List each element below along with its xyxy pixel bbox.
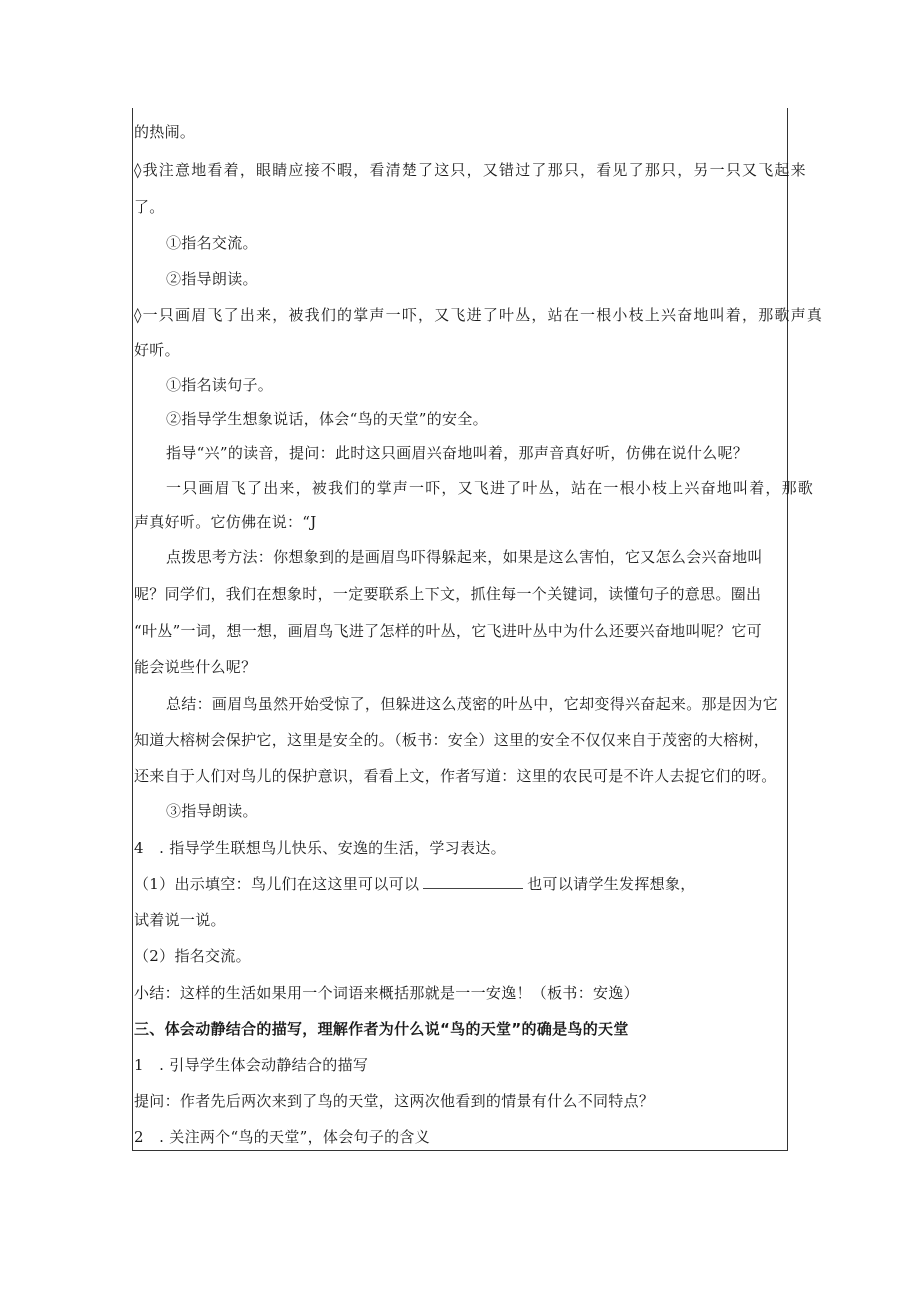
text-line: 指导“兴”的读音，提问：此时这只画眉兴奋地叫着，那声音真好听，仿佛在说什么呢？ [166, 444, 749, 462]
fill-in-blank [423, 874, 523, 889]
text-line: 的热闹。 [134, 123, 196, 141]
numbered-item: 2 . 关注两个“鸟的天堂”，体会句子的含义 [134, 1128, 431, 1146]
text-line: （2）指名交流。 [134, 947, 251, 965]
text-line: 小结：这样的生活如果用一个词语来概括那就是一一安逸！（板书：安逸） [134, 984, 639, 1002]
section-heading: 三、体会动静结合的描写，理解作者为什么说“鸟的天堂”的确是鸟的天堂 [134, 1020, 629, 1038]
fill-in-prompt: （1）出示填空：鸟儿们在这这里可以可以 [134, 875, 420, 893]
text-line: 点拨思考方法：你想象到的是画眉鸟吓得躲起来，如果是这么害怕，它又怎么会兴奋地叫 [166, 548, 763, 566]
text-line: ◊一只画眉飞了出来，被我们的掌声一吓，又飞进了叶丛，站在一根小枝上兴奋地叫着，那歌声真 [134, 306, 824, 324]
text-line: ◊我注意地看着，眼睛应接不暇，看清楚了这只，又错过了那只，看见了那只，另一只又飞起来 [134, 161, 807, 179]
numbered-item: 4 . 指导学生联想鸟儿快乐、安逸的生活，学习表达。 [134, 839, 506, 857]
text-line: 试着说一说。 [134, 911, 226, 929]
text-line: ①指名读句子。 [166, 376, 274, 394]
text-line: ③指导朗读。 [166, 802, 258, 820]
text-line: 还来自于人们对鸟儿的保护意识，看看上文，作者写道：这里的农民可是不许人去捉它们的呀。 [134, 767, 777, 785]
text-line: ②指导朗读。 [166, 270, 258, 288]
text-line: “叶丛”一词，想一想，画眉鸟飞进了怎样的叶丛，它飞进叶丛中为什么还要兴奋地叫呢？它可 [134, 622, 762, 640]
text-line: 一只画眉飞了出来，被我们的掌声一吓，又飞进了叶丛，站在一根小枝上兴奋地叫着，那歌 [166, 479, 815, 497]
text-line: ①指名交流。 [166, 234, 258, 252]
fill-in-suffix: 也可以请学生发挥想象， [527, 875, 696, 893]
fill-in-line [134, 874, 696, 894]
text-line: ②指导学生想象说话，体会“鸟的天堂”的安全。 [166, 410, 488, 428]
text-line: 提问：作者先后两次来到了鸟的天堂，这两次他看到的情景有什么不同特点？ [134, 1092, 655, 1110]
text-line: 知道大榕树会保护它，这里是安全的。（板书：安全）这里的安全不仅仅来自于茂密的大榕树， [134, 731, 770, 749]
text-line: 能会说些什么呢？ [134, 658, 257, 676]
numbered-item: 1 . 引导学生体会动静结合的描写 [134, 1056, 369, 1074]
text-line: 呢？同学们，我们在想象时，一定要联系上下文，抓住每一个关键词，读懂句子的意思。圈出 [134, 585, 762, 603]
text-line: 好听。 [134, 341, 180, 359]
text-line: 总结：画眉鸟虽然开始受惊了，但躲进这么茂密的叶丛中，它却变得兴奋起来。那是因为它 [166, 695, 779, 713]
text-line: 声真好听。它仿佛在说：“J [134, 513, 317, 531]
text-line: 了。 [134, 198, 165, 216]
